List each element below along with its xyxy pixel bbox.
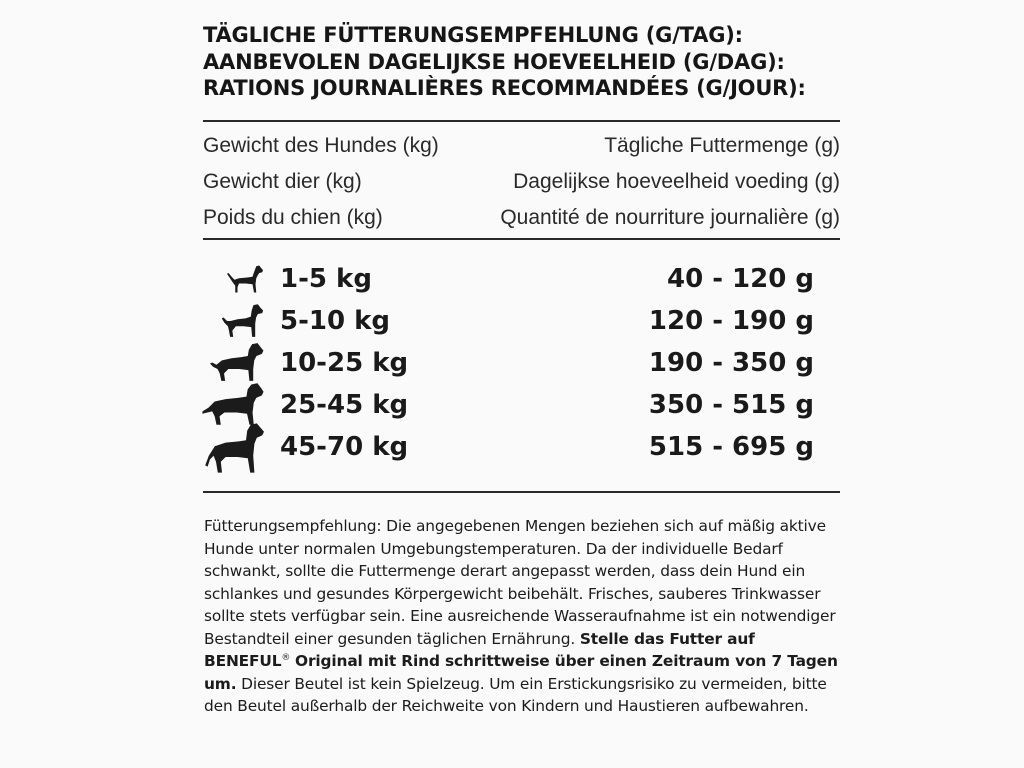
small-medium-dog-icon [220, 303, 264, 339]
feeding-titles [203, 22, 843, 102]
daily-amount: 120 - 190 g [648, 306, 814, 336]
weight-range: 5-10 kg [280, 306, 391, 336]
column-header-german [203, 128, 840, 164]
daily-amount: 350 - 515 g [648, 390, 814, 420]
footnote-transition-note-cont: Original mit Rind schrittweise über einen Zeitraum von 7 Tagen um. [204, 652, 838, 693]
amount-header-french: Quantité de nourriture journalière (g) [500, 206, 840, 229]
large-dog-icon [202, 382, 264, 426]
medium-dog-icon [210, 342, 264, 382]
title-dutch: AANBEVOLEN DAGELIJKSE HOEVEELHEID (G/DAG): [203, 49, 785, 74]
giant-dog-icon [204, 422, 264, 474]
column-header-french [203, 200, 840, 236]
column-headers [203, 128, 840, 236]
amount-header-dutch: Dagelijkse hoeveelheid voeding (g) [513, 170, 840, 193]
header-divider [203, 238, 840, 240]
table-row [200, 342, 820, 384]
table-row [200, 258, 820, 300]
top-divider [203, 120, 840, 122]
footnote-transition-note: Stelle das Futter auf BENEFUL [204, 629, 755, 670]
feeding-table [200, 258, 820, 468]
daily-amount: 515 - 695 g [648, 432, 814, 462]
amount-header-german: Tägliche Futtermenge (g) [604, 134, 840, 157]
table-row [200, 426, 820, 468]
daily-amount: 40 - 120 g [666, 264, 814, 294]
registered-mark: ® [281, 653, 291, 663]
title-german: TÄGLICHE FÜTTERUNGSEMPFEHLUNG (G/TAG): [203, 23, 743, 47]
footnote-text: Fütterungsempfehlung: Die angegebenen Mengen beziehen sich auf mäßig aktive Hunde unter normalen Umgebungstemperaturen. Da der individuelle Bedarf schwankt, sollte die Futtermenge derart angepasst werden, dass dein Hund ein schlankes und gesundes Körpergewicht beibehält. Frisches, sauberes Trinkwasser sollte stets verfügbar sein. Eine ausreichende Wasseraufnahme ist ein notwendiger Bestandteil einer gesunden täglichen Ernährung. [204, 517, 836, 648]
weight-range: 1-5 kg [280, 264, 372, 294]
column-header-dutch [203, 164, 840, 200]
weight-range: 25-45 kg [280, 390, 409, 420]
footnote-safety-text: Dieser Beutel ist kein Spielzeug. Um ein Erstickungsrisiko zu vermeiden, bitte den Beutel außerhalb der Reichweite von Kindern und Haustieren aufbewahren. [204, 674, 827, 715]
table-row [200, 384, 820, 426]
table-row [200, 300, 820, 342]
weight-header-french: Poids du chien (kg) [203, 206, 383, 229]
title-french: RATIONS JOURNALIÈRES RECOMMANDÉES (G/JOUR): [203, 76, 806, 100]
weight-header-german: Gewicht des Hundes (kg) [203, 134, 439, 157]
weight-header-dutch: Gewicht dier (kg) [203, 170, 362, 193]
weight-range: 45-70 kg [280, 432, 409, 462]
small-dog-icon [226, 264, 264, 294]
weight-range: 10-25 kg [280, 348, 409, 378]
daily-amount: 190 - 350 g [648, 348, 814, 378]
feeding-footnote [204, 515, 844, 718]
table-bottom-divider [203, 491, 840, 493]
